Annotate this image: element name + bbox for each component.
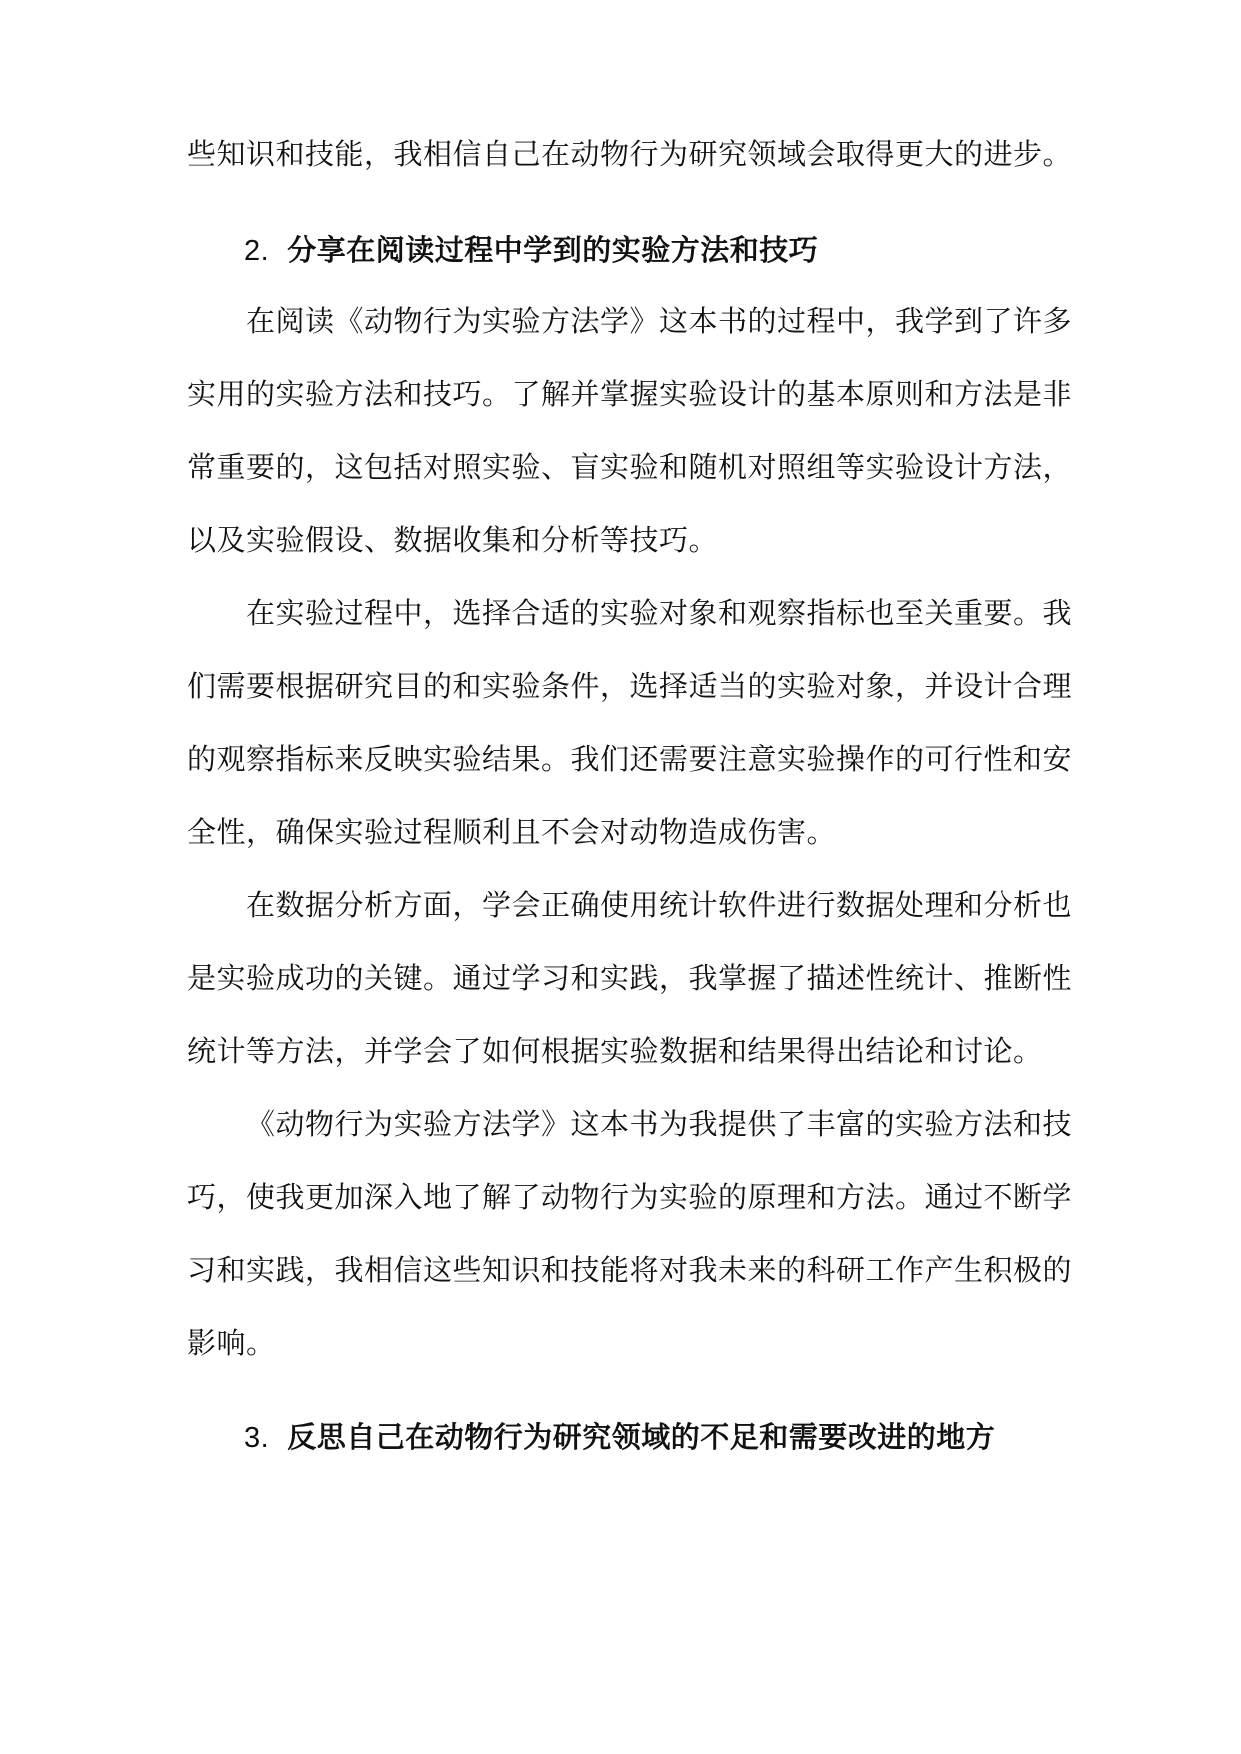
paragraph-line: 影响。 [187,1326,276,1360]
section-3-title: 反思自己在动物行为研究领域的不足和需要改进的地方 [287,1420,996,1454]
paragraph-line: 以及实验假设、数据收集和分析等技巧。 [187,523,719,557]
paragraph-line: 的观察指标来反映实验结果。我们还需要注意实验操作的可行性和安 [187,742,1073,776]
paragraph-line: 在数据分析方面，学会正确使用统计软件进行数据处理和分析也 [246,888,1073,922]
paragraph-line: 实用的实验方法和技巧。了解并掌握实验设计的基本原则和方法是非 [187,377,1073,411]
paragraph-line: 常重要的，这包括对照实验、盲实验和随机对照组等实验设计方法， [187,450,1073,484]
paragraph-line: 在实验过程中，选择合适的实验对象和观察指标也至关重要。我 [246,596,1073,630]
paragraph-line: 巧，使我更加深入地了解了动物行为实验的原理和方法。通过不断学 [187,1180,1073,1214]
paragraph-line: 《动物行为实验方法学》这本书为我提供了丰富的实验方法和技 [246,1107,1073,1141]
paragraph-line: 习和实践，我相信这些知识和技能将对我未来的科研工作产生积极的 [187,1253,1073,1287]
paragraph-line: 在阅读《动物行为实验方法学》这本书的过程中，我学到了许多 [246,304,1073,338]
paragraph-line: 全性，确保实验过程顺利且不会对动物造成伤害。 [187,815,837,849]
section-2-heading [244,230,818,271]
intro-tail-line: 些知识和技能，我相信自己在动物行为研究领域会取得更大的进步。 [187,137,1073,171]
section-3-heading [244,1417,995,1458]
section-2-title: 分享在阅读过程中学到的实验方法和技巧 [287,233,819,267]
paragraph-line: 是实验成功的关键。通过学习和实践，我掌握了描述性统计、推断性 [187,961,1073,995]
paragraph-line: 们需要根据研究目的和实验条件，选择适当的实验对象，并设计合理 [187,669,1073,703]
paragraph-line: 统计等方法，并学会了如何根据实验数据和结果得出结论和讨论。 [187,1034,1043,1068]
section-2-number: 2. [244,235,270,267]
section-3-number: 3. [244,1422,270,1454]
